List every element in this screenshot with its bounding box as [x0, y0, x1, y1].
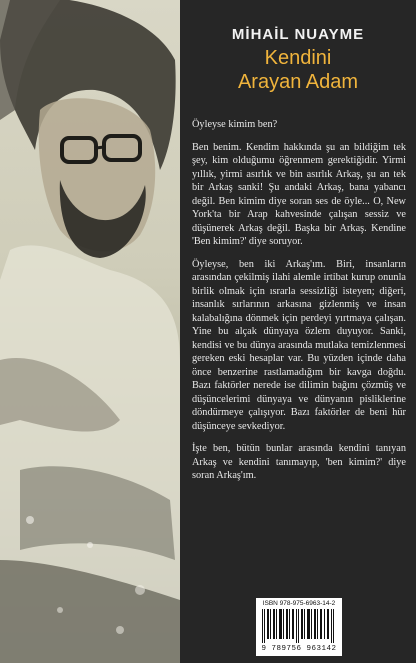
blurb-paragraph: İşte ben, bütün bunlar arasında kendini tanıyan Arkaş ve kendini tanımayıp, 'ben kimim?' diye soran Arkaş'ım. [192, 443, 406, 481]
blurb-paragraph: Ben benim. Kendim hakkında şu an bildiğim tek şey, kim olduğumu öğrenmem gerektiğidir. Yirmi yıllık, yirmi asırlık ve bin asırlık Arkaş, şu an tek bir Arkaş sanki! Şu andaki Arkaş, bana yabancı değil. Ben kimim diye soran ses de öyle... O, New York'ta bir Arap kahvesinde çalışan sessiz ve düşünerek Arkaş değil. Başka bir Arkaş. Kendine 'Ben kimim?' diye soruyor. [192, 141, 406, 247]
book-title-line-2: Arayan Adam [237, 71, 359, 93]
text-panel [180, 0, 416, 663]
barcode-label [256, 598, 342, 656]
barcode-icon [262, 609, 336, 643]
blurb-paragraph: Öyleyse, ben iki Arkaş'ım. Biri, insanların arasından çekilmiş ilahi alemle irtibat kurup onunla birlik olmak için ısrarla sessizliği isteyen; diğeri, insanlık sırlarının arkasına gizlenmiş ve insan kalabalığına dönmek için perdeyi yırtmaya çalışan. Yine bu alçak dünyaya özlem duyuyor. Sanki, kendisi ve bu dünya arasında mutlaka temizlenmesi gereken eski hesaplar var. Bu yüzden içinde daha önce benzerine rastlamadığım bir kavga doğdu. Bazı faktörler nerede ise dilimin bağını çözmüş ve düşüncelerimi dünyaya ve dünyanın pisliklerine döndürmeye çalışıyor. Bazı faktörler de beni hür düşünceye sevkediyor. [192, 258, 406, 432]
isbn-text: ISBN 978-975-6963-14-2 [262, 600, 336, 607]
portrait-illustration [0, 0, 180, 663]
blurb-paragraph: Öyleyse kimim ben? [192, 119, 278, 130]
portrait-painting [0, 0, 180, 663]
book-title-line-1: Kendini [264, 47, 332, 69]
barcode-number: 9 789756 963142 [261, 645, 337, 653]
author-name: MİHAİL NUAYME [231, 26, 365, 43]
blurb-text [192, 118, 406, 492]
book-title [180, 46, 416, 94]
